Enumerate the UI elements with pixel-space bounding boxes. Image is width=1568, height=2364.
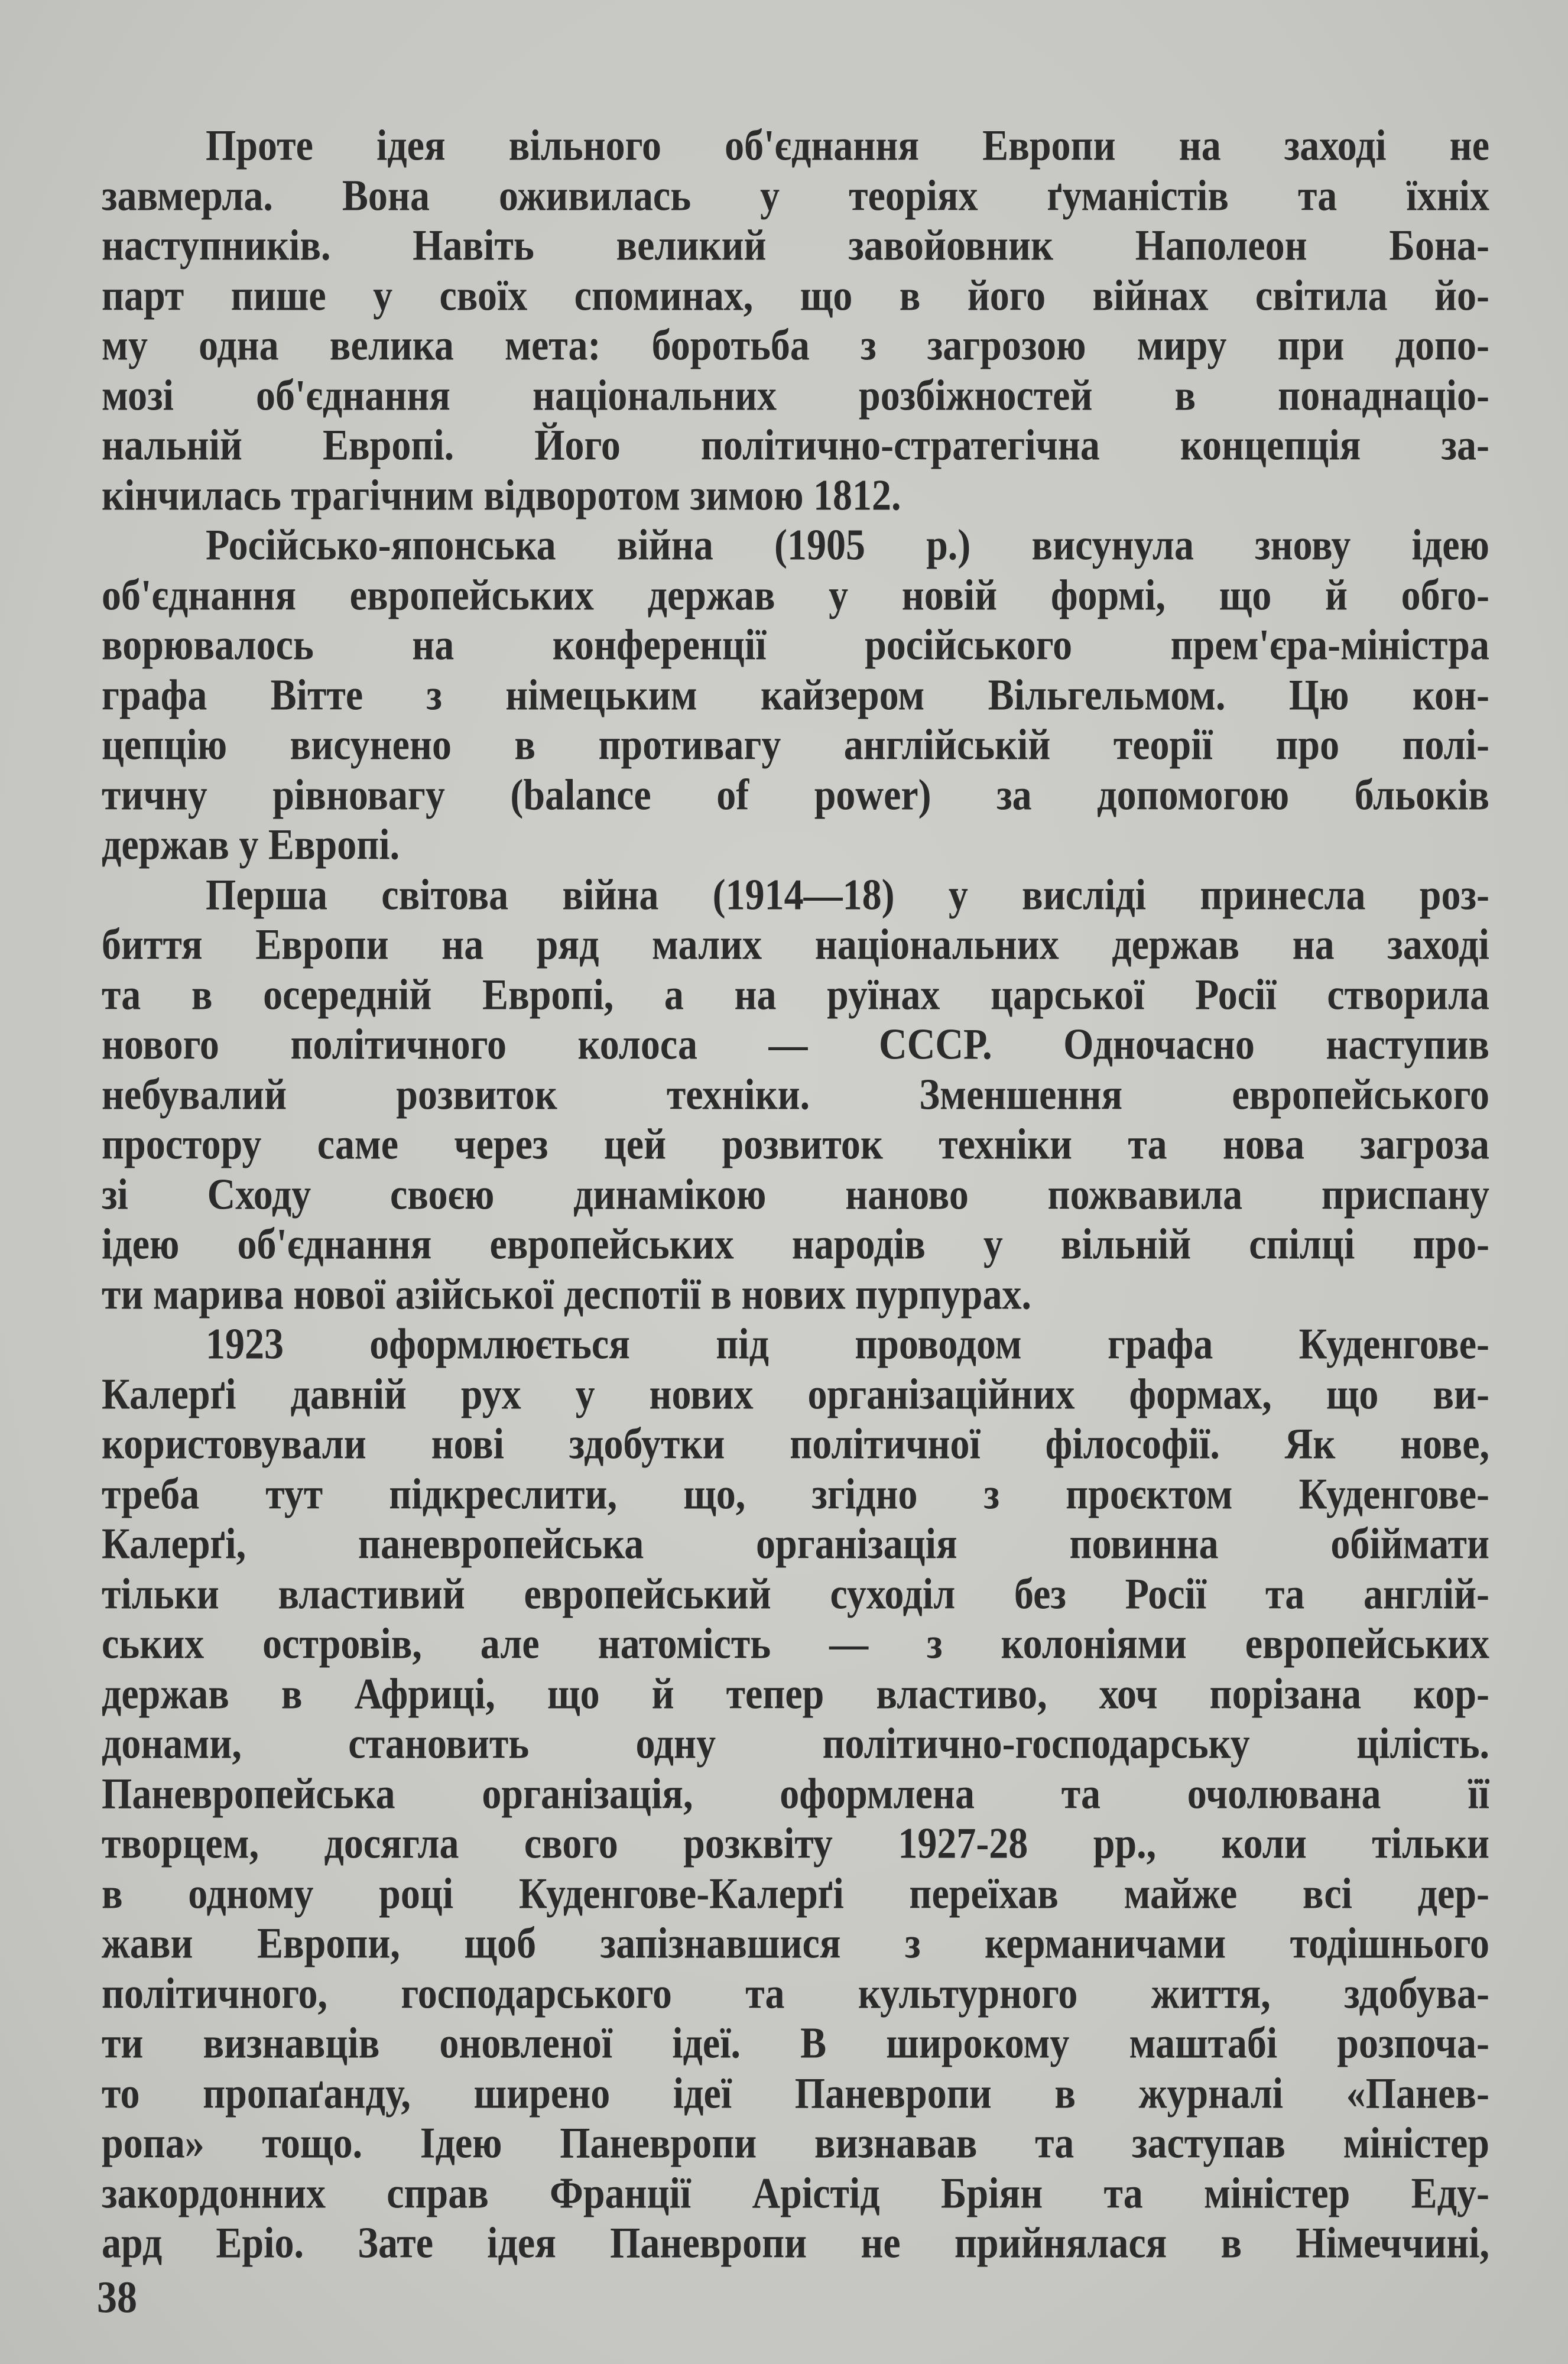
text-line: простору саме через цей розвиток техніки та нова загроза: [102, 1120, 1489, 1169]
text-line: держав у Европі.: [102, 820, 400, 869]
text-line: Паневропейська організація, оформлена та очолювана її: [102, 1769, 1489, 1818]
text-line: тільки властивий европейський суходіл без Росії та англій-: [102, 1570, 1489, 1618]
body-text: [102, 121, 1489, 2269]
text-line: в одному році Куденгове-Калерґі переїхав майже всі дер-: [102, 1869, 1489, 1918]
text-line: політичного, господарського та культурного життя, здобува-: [102, 1969, 1489, 2018]
text-line: мозі об'єднання національних розбіжностей в понаднаціо-: [102, 371, 1489, 420]
text-line: Проте ідея вільного об'єднання Европи на заході не: [206, 121, 1489, 170]
text-line: ських островів, але натомість — з колоніями европейських: [102, 1619, 1489, 1668]
text-line: зі Сходу своєю динамікою наново пожвавила приспану: [102, 1170, 1489, 1219]
text-line: ворювалось на конференції російського прем'єра-міністра: [102, 621, 1489, 670]
text-line: жави Европи, щоб запізнавшися з керманичами тодішнього: [102, 1919, 1489, 1968]
text-line: цепцію висунено в противагу англійській теорії про полі-: [102, 720, 1489, 769]
text-line: тичну рівновагу (balance of power) за допомогою бльоків: [102, 771, 1489, 819]
paragraph: [102, 871, 1489, 1320]
text-line: творцем, досягла свого розквіту 1927-28 рр., коли тільки: [102, 1819, 1489, 1868]
text-line: Калерґі давній рух у нових організаційних формах, що ви-: [102, 1370, 1489, 1418]
text-line: ідею об'єднання европейських народів у вільній спілці про-: [102, 1220, 1489, 1269]
text-line: Перша світова війна (1914—18) у висліді принесла роз-: [206, 871, 1489, 919]
text-line: донами, становить одну політично-господарську цілість.: [102, 1719, 1489, 1768]
text-line: нальній Европі. Його політично-стратегічна концепція за-: [102, 421, 1489, 470]
text-line: кінчилась трагічним відворотом зимою 1812.: [102, 471, 901, 519]
text-line: треба тут підкреслити, що, згідно з проєктом Куденгове-: [102, 1470, 1489, 1518]
text-line: то пропаґанду, ширено ідеї Паневропи в журналі «Панев-: [102, 2069, 1489, 2118]
text-line: ропа» тощо. Ідею Паневропи визнавав та заступав міністер: [102, 2119, 1489, 2168]
text-line: му одна велика мета: боротьба з загрозою миру при допо-: [102, 321, 1489, 370]
text-line: наступників. Навіть великий завойовник Наполеон Бона-: [102, 221, 1489, 270]
text-line: ти визнавців оновленої ідеї. В широкому маштабі розпоча-: [102, 2019, 1489, 2068]
text-line: Російсько-японська війна (1905 р.) висунула знову ідею: [206, 521, 1489, 570]
text-line: ард Еріо. Зате ідея Паневропи не прийнялася в Німеччині,: [102, 2219, 1489, 2268]
text-line: та в осередній Европі, а на руїнах царської Росії створила: [102, 970, 1489, 1019]
text-line: завмерла. Вона оживилась у теоріях ґуманістів та їхніх: [102, 171, 1489, 220]
text-line: нового політичного колоса — СССР. Одночасно наступив: [102, 1020, 1489, 1069]
text-line: 1923 оформлюється під проводом графа Куденгове-: [206, 1320, 1489, 1369]
text-line: биття Европи на ряд малих національних держав на заході: [102, 920, 1489, 969]
paragraph: [102, 121, 1489, 521]
text-line: ти марива нової азійської деспотії в нових пурпурах.: [102, 1270, 1032, 1319]
paragraph: [102, 521, 1489, 871]
text-line: небувалий розвиток техніки. Зменшення европейського: [102, 1070, 1489, 1119]
page-number: 38: [97, 2272, 137, 2323]
text-line: графа Вітте з німецьким кайзером Вільгельмом. Цю кон-: [102, 671, 1489, 719]
text-line: закордонних справ Франції Арістід Бріян та міністер Еду-: [102, 2169, 1489, 2217]
text-line: Калерґі, паневропейська організація повинна обіймати: [102, 1519, 1489, 1569]
text-line: користовували нові здобутки політичної філософії. Як нове,: [102, 1420, 1489, 1469]
paragraph: [102, 1320, 1489, 2269]
text-line: держав в Африці, що й тепер властиво, хоч порізана кор-: [102, 1670, 1489, 1718]
text-line: об'єднання европейських держав у новій формі, що й обго-: [102, 571, 1489, 619]
text-line: парт пише у своїх споминах, що в його війнах світила йо-: [102, 271, 1489, 320]
